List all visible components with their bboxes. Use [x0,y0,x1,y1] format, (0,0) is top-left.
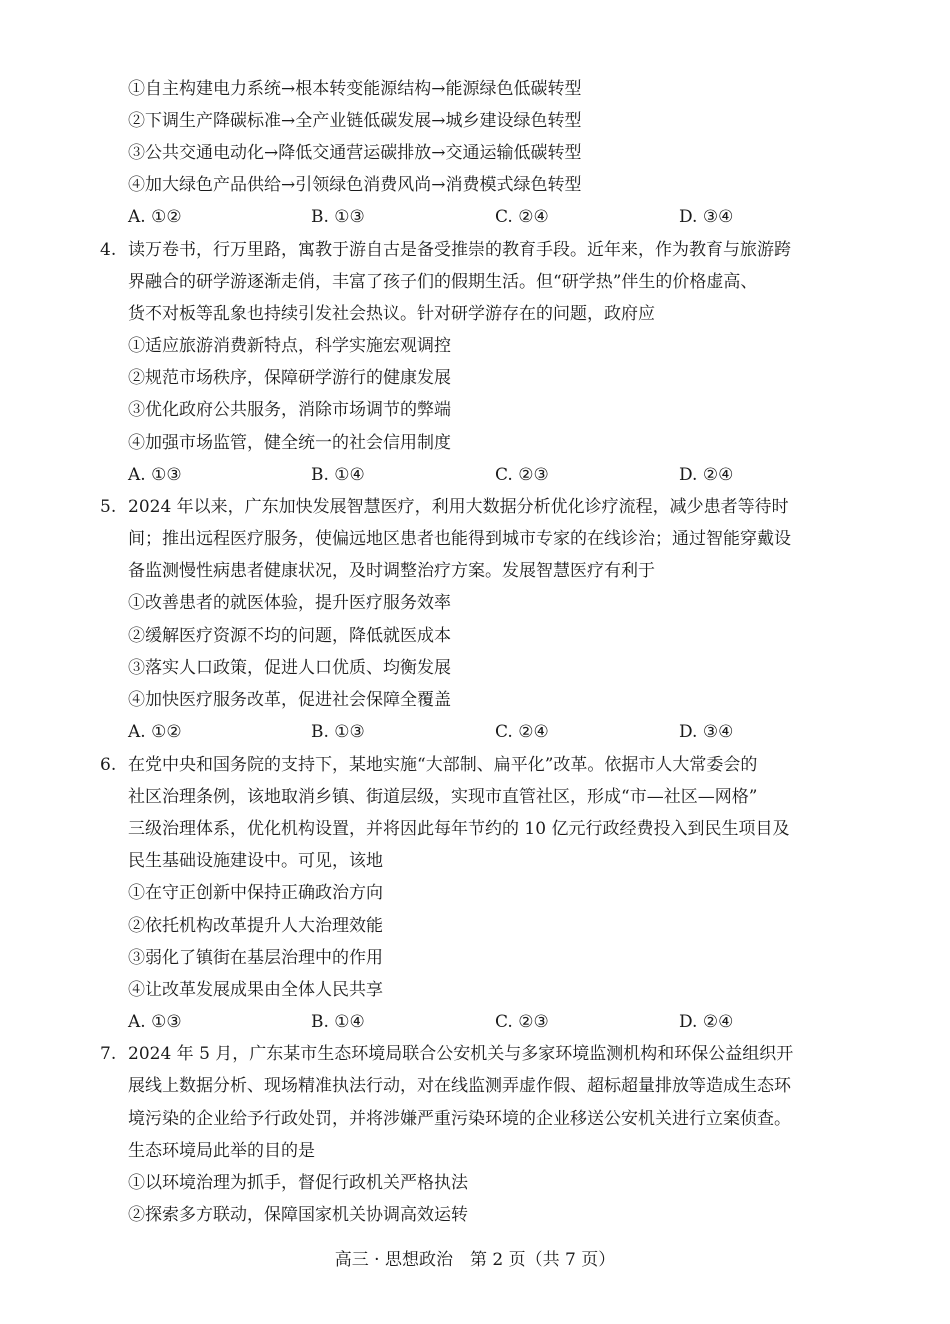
q6-item-2: ②依托机构改革提升人大治理效能 [128,916,383,936]
q6-option-b: B. ①④ [311,1012,365,1032]
q4-item-4: ④加强市场监管，健全统一的社会信用制度 [128,433,451,453]
q6-number: 6. [100,755,117,775]
q6-item-1: ①在守正创新中保持正确政治方向 [128,883,383,903]
q4-item-3: ③优化政府公共服务，消除市场调节的弊端 [128,400,451,420]
q4-option-a: A. ①③ [128,465,182,485]
q4-stem-line-2: 界融合的研学游逐渐走俏，丰富了孩子们的假期生活。但“研学热”伴生的价格虚高、 [128,272,758,292]
q4-item-2: ②规范市场秩序，保障研学游行的健康发展 [128,368,451,388]
q3-item-4: ④加大绿色产品供给→引领绿色消费风尚→消费模式绿色转型 [128,175,582,195]
q4-option-d: D. ②④ [679,465,734,485]
q5-option-c: C. ②④ [495,722,549,742]
q5-stem-line-2: 间；推出远程医疗服务，使偏远地区患者也能得到城市专家的在线诊治；通过智能穿戴设 [128,529,791,549]
q7-stem-line-3: 境污染的企业给予行政处罚，并将涉嫌严重污染环境的企业移送公安机关进行立案侦查。 [128,1109,791,1129]
q3-item-1: ①自主构建电力系统→根本转变能源结构→能源绿色低碳转型 [128,79,582,99]
q5-option-a: A. ①② [128,722,182,742]
q4-item-1: ①适应旅游消费新特点，科学实施宏观调控 [128,336,451,356]
q5-option-d: D. ③④ [679,722,734,742]
q6-stem-line-2: 社区治理条例，该地取消乡镇、街道层级，实现市直管社区，形成“市—社区—网格” [128,787,758,807]
q5-item-4: ④加快医疗服务改革，促进社会保障全覆盖 [128,690,451,710]
q3-item-2: ②下调生产降碳标准→全产业链低碳发展→城乡建设绿色转型 [128,111,582,131]
q5-option-b: B. ①③ [311,722,365,742]
q7-item-1: ①以环境治理为抓手，督促行政机关严格执法 [128,1173,468,1193]
q4-stem-line-1: 读万卷书，行万里路，寓教于游自古是备受推崇的教育手段。近年来，作为教育与旅游跨 [128,240,791,260]
q5-item-2: ②缓解医疗资源不均的问题，降低就医成本 [128,626,451,646]
q4-option-c: C. ②③ [495,465,549,485]
q3-option-d: D. ③④ [679,207,734,227]
q3-item-3: ③公共交通电动化→降低交通营运碳排放→交通运输低碳转型 [128,143,582,163]
q3-option-a: A. ①② [128,207,182,227]
q5-stem-line-3: 备监测慢性病患者健康状况，及时调整治疗方案。发展智慧医疗有利于 [128,561,655,581]
q6-item-3: ③弱化了镇街在基层治理中的作用 [128,948,383,968]
q5-stem-line-1: 2024 年以来，广东加快发展智慧医疗，利用大数据分析优化诊疗流程，减少患者等待时 [128,497,789,517]
q6-stem-line-4: 民生基础设施建设中。可见，该地 [128,851,383,871]
q7-stem-line-1: 2024 年 5 月，广东某市生态环境局联合公安机关与多家环境监测机构和环保公益组织开 [128,1044,794,1064]
q5-item-3: ③落实人口政策，促进人口优质、均衡发展 [128,658,451,678]
q6-stem-line-3: 三级治理体系，优化机构设置，并将因此每年节约的 10 亿元行政经费投入到民生项目及 [128,819,790,839]
q6-stem-line-1: 在党中央和国务院的支持下，某地实施“大部制、扁平化”改革。依据市人大常委会的 [128,755,758,775]
q4-stem-line-3: 货不对板等乱象也持续引发社会热议。针对研学游存在的问题，政府应 [128,304,655,324]
q3-option-b: B. ①③ [311,207,365,227]
q6-option-d: D. ②④ [679,1012,734,1032]
q6-option-c: C. ②③ [495,1012,549,1032]
q5-item-1: ①改善患者的就医体验，提升医疗服务效率 [128,593,451,613]
q6-option-a: A. ①③ [128,1012,182,1032]
q7-item-2: ②探索多方联动，保障国家机关协调高效运转 [128,1205,468,1225]
q7-number: 7. [100,1044,117,1064]
q4-option-b: B. ①④ [311,465,365,485]
q4-number: 4. [100,240,117,260]
q7-stem-line-2: 展线上数据分析、现场精准执法行动，对在线监测弄虚作假、超标超量排放等造成生态环 [128,1076,791,1096]
q3-option-c: C. ②④ [495,207,549,227]
page-footer: 高三 · 思想政治 第 2 页（共 7 页） [334,1250,616,1270]
q5-number: 5. [100,497,117,517]
q7-stem-line-4: 生态环境局此举的目的是 [128,1141,315,1161]
q6-item-4: ④让改革发展成果由全体人民共享 [128,980,383,1000]
